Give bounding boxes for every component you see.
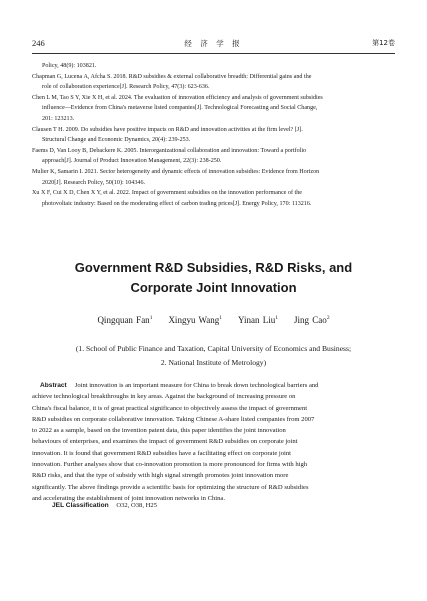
journal-name: 经 济 学 报: [184, 39, 243, 48]
abstract-line: [32, 482, 391, 493]
abstract-line: [32, 391, 391, 402]
jel-codes: O32, O38, H25: [116, 502, 158, 509]
reference-line: approach[J]. Journal of Product Innovation Management, 22(3): 238-250.: [42, 158, 222, 165]
author-affiliation-mark: 1: [149, 315, 153, 321]
reference-line: Mulier K, Samarin I. 2021. Sector heterogeneity and dynamic effects of innovation subsidies: Evidence from Horizon: [32, 168, 320, 175]
reference-line: role of collaboration experience[J]. Research Policy, 47(3): 623-636.: [42, 84, 210, 91]
abstract-line: [32, 414, 391, 425]
abstract-line: [32, 448, 391, 459]
reference-line: Chen L M, Tao S Y, Xie X H, et al. 2024. The evaluation of innovation efficiency and analysis of government subsidies: [32, 94, 323, 101]
reference-line: influence—Evidence from China's metaverse listed companies[J]. Technological Forecasting and Social Change,: [42, 105, 318, 112]
affiliation-line-1: (1. School of Public Finance and Taxation, Capital University of Economics and Business;: [75, 344, 352, 353]
abstract-label: Abstract: [40, 382, 67, 389]
abstract-line-text: innovation. It is found that government R&D subsidies have a facilitating effect on corporate joint: [32, 449, 291, 457]
abstract: [32, 380, 391, 504]
reference-entry: [32, 125, 397, 146]
reference-line: Faems D, Van Looy B, Debackere K. 2005. Interorganizational collaboration and innovation: Toward a portfolio: [32, 147, 307, 154]
author-name: [238, 315, 278, 325]
reference-entry: [32, 72, 397, 93]
author-name-text: Xingyu Wang: [168, 315, 220, 325]
reference-line: Policy, 48(9): 103821.: [42, 63, 97, 69]
abstract-line: [32, 459, 391, 470]
author-name-text: Yinan Liu: [238, 315, 276, 325]
reference-entry: [32, 188, 397, 209]
page-number: 246: [32, 38, 45, 48]
abstract-line-text: achieve technological breakthroughs in key areas. Against the background of increasing pressure on: [32, 393, 296, 401]
reference-line: Xu X F, Cui X D, Chen X Y, et al. 2022. Impact of government subsidies on the innovation performance of the: [32, 190, 302, 197]
abstract-line: [32, 470, 391, 481]
reference-line: Clausen T H. 2009. Do subsidies have positive impacts on R&D and innovation activities at the firm level? [J].: [32, 126, 303, 133]
reference-entry: [32, 61, 397, 72]
author-name: [294, 315, 330, 325]
abstract-line: [32, 425, 391, 436]
abstract-line-text: Joint innovation is an important measure for China to break down technological barriers and: [74, 382, 319, 389]
reference-entry: [32, 93, 397, 125]
abstract-line: [40, 380, 391, 391]
author-affiliation-mark: 1: [275, 315, 279, 321]
reference-line: Chapman G, Lucena A, Afcha S. 2018. R&D subsidies & external collaborative breadth: Differential gains and the: [32, 73, 312, 80]
title-line-2: Corporate Joint Innovation: [130, 280, 297, 295]
author-name-text: Qingquan Fan: [97, 315, 150, 325]
reference-line: 2020[J]. Research Policy, 50(10): 104346.: [42, 179, 146, 186]
author-affiliation-mark: 1: [219, 315, 223, 321]
reference-list: [32, 61, 397, 209]
volume-label: 第12卷: [372, 39, 395, 47]
jel-label: JEL Classification: [52, 502, 109, 509]
jel-classification: [52, 502, 157, 509]
abstract-line-text: to 2022 as a sample, based on the invention patent data, this paper identifies the joint innovation: [32, 427, 286, 435]
reference-line: Structural Change and Economic Dynamics, 20(4): 239-253.: [42, 137, 191, 144]
paper-title: [0, 258, 427, 298]
author-list: [0, 315, 427, 325]
reference-entry: [32, 146, 397, 167]
abstract-line-text: behaviours of enterprises, and examines the impact of government R&D subsidies on corporate joint: [32, 438, 298, 446]
abstract-line: [32, 436, 391, 447]
abstract-line: [32, 403, 391, 414]
affiliation-line-2: 2. National Institute of Metrology): [160, 358, 267, 367]
header-rule: [32, 53, 395, 54]
affiliations: [0, 342, 427, 370]
author-name-text: Jing Cao: [294, 315, 327, 325]
title-line-1: Government R&D Subsidies, R&D Risks, and: [74, 260, 353, 275]
abstract-line-text: R&D risks, and that the type of subsidy with high signal strength promotes joint innovation more: [32, 472, 289, 480]
abstract-line-text: R&D subsidies on corporate collaborative innovation. Taking Chinese A-share listed companies from 2007: [32, 415, 315, 423]
abstract-line-text: significantly. The above findings provide a scientific basis for optimizing the structure of R&D subsidies: [32, 483, 309, 491]
reference-entry: [32, 167, 397, 188]
abstract-line-text: innovation. Further analyses show that co-innovation promotion is more pronounced for firms with high: [32, 461, 308, 469]
reference-line: photovoltaic industry: Based on the moderating effect of carbon trading prices[J]. Energy Policy, 170: 113216.: [42, 200, 312, 207]
author-affiliation-mark: 2: [326, 315, 330, 321]
author-name: [168, 315, 222, 325]
abstract-line-text: and accelerating the establishment of joint innovation networks in China.: [32, 494, 226, 502]
reference-line: 201: 123213.: [42, 115, 75, 122]
author-name: [97, 315, 152, 325]
running-header: [32, 38, 395, 50]
abstract-line-text: China's fiscal balance, it is of great practical significance to objectively assess the impact of government: [32, 404, 308, 412]
